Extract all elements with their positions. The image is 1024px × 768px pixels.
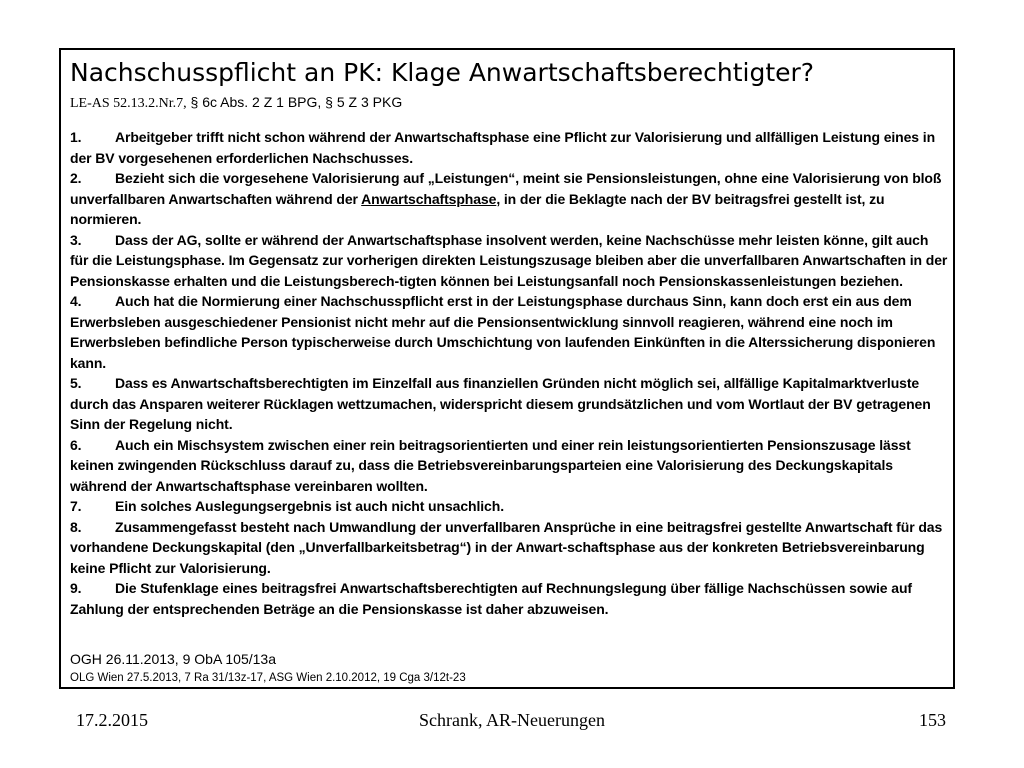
point-number: 3. <box>70 231 82 248</box>
point-8 <box>70 517 950 579</box>
point-text: Bezieht sich die vorgesehene Valorisierung auf „Leistungen“, meint sie Pensionsleistungen, ohne eine Valorisierung von bloß unverfallbaren Anwartschaften während der <box>70 170 942 207</box>
point-number: 4. <box>70 293 82 309</box>
footer-date: 17.2.2015 <box>76 710 148 730</box>
point-text: Auch hat die Normierung einer Nachschusspflicht erst in der Leistungsphase durchaus Sinn, kann doch erst ein aus dem Erwerbsleben ausgeschiedener Pensionist nicht mehr auf die Pensionsentwicklung sinnvoll reagieren, während eine noch im Erwerbsleben befindliche Person typischerweise durch Umschichtung von laufenden Einkünften in die Alterssicherung disponieren kann. <box>70 293 936 371</box>
footer-page-number: 153 <box>919 710 946 730</box>
point-3 <box>70 230 950 292</box>
point-text-underlined: Anwartschaftsphase <box>361 190 497 207</box>
point-6 <box>70 435 950 497</box>
point-text: Dass der AG, sollte er während der Anwartschaftsphase insolvent werden, keine Nachschüsse mehr leisten könne, gilt auch für die Leistungsphase. Im Gegensatz zur vorherigen direkten Leistungszusage bleiben aber die unverfallbaren Anwartschaften in der Pensionskasse erhalten und die Leistungsberech-tigten können bei Leistungsanfall noch Pensionskassenleistungen beziehen. <box>70 231 948 289</box>
subtitle-statutes: § 6c Abs. 2 Z 1 BPG, § 5 Z 3 PKG <box>186 94 403 110</box>
point-number: 5. <box>70 375 82 391</box>
point-number: 9. <box>70 580 82 596</box>
point-number: 1. <box>70 129 82 145</box>
point-number: 2. <box>70 170 82 186</box>
point-1 <box>70 127 950 168</box>
point-text: , in der die Beklagte nach der BV beitragsfrei gestellt ist, zu normieren. <box>70 190 885 227</box>
point-2 <box>70 168 950 230</box>
point-text: Die Stufenklage eines beitragsfrei Anwartschaftsberechtigten auf Rechnungslegung über fällige Nachschüssen sowie auf Zahlung der entsprechenden Beträge an die Pensionskasse ist daher abzuweisen. <box>70 580 912 617</box>
point-4 <box>70 291 950 373</box>
point-7 <box>70 496 950 517</box>
footer-author-title: Schrank, AR-Neuerungen <box>419 710 605 730</box>
point-number: 8. <box>70 518 82 535</box>
source-citation-lower-courts: OLG Wien 27.5.2013, 7 Ra 31/13z-17, ASG Wien 2.10.2012, 19 Cga 3/12t-23 <box>70 672 466 684</box>
source-citation: OGH 26.11.2013, 9 ObA 105/13a <box>70 651 277 667</box>
point-text: Zusammengefasst besteht nach Umwandlung der unverfallbaren Ansprüche in eine beitragsfrei gestellte Anwartschaft für das vorhandene Deckungskapital (den „Unverfallbarkeitsbetrag“) in der Anwart-schaftsphase aus der konkreten Betriebsvereinbarung keine Pflicht zur Valorisierung. <box>70 518 943 576</box>
point-list <box>70 127 950 619</box>
point-9 <box>70 578 950 619</box>
point-number: 6. <box>70 436 82 453</box>
point-text: Arbeitgeber trifft nicht schon während der Anwartschaftsphase eine Pflicht zur Valorisierung und allfälligen Leistung eines in der BV vorgesehenen erforderlichen Nachschusses. <box>70 129 936 166</box>
point-number: 7. <box>70 498 82 514</box>
point-text: Ein solches Auslegungsergebnis ist auch nicht unsachlich. <box>115 498 504 514</box>
slide-subtitle <box>70 94 950 112</box>
point-text: Dass es Anwartschaftsberechtigten im Einzelfall aus finanziellen Gründen nicht möglich sei, allfällige Kapitalmarktverluste durch das Ansparen weiterer Rücklagen wettzumachen, widerspricht diesem grundsätzlichen und vom Wortlaut der BV getragenen Sinn der Regelung nicht. <box>70 375 931 432</box>
slide-title: Nachschusspflicht an PK: Klage Anwartschaftsberechtigter? <box>70 58 815 87</box>
subtitle-reference: LE-AS 52.13.2.Nr.7, <box>70 96 187 111</box>
point-text: Auch ein Mischsystem zwischen einer rein beitragsorientierten und einer rein leistungsorientierten Pensionszusage lässt keinen zwingenden Rückschluss darauf zu, dass die Betriebsvereinbarungsparteien eine Valorisierung des Deckungskapitals während der Anwartschaftsphase vereinbaren wollten. <box>70 436 911 494</box>
point-5 <box>70 373 950 435</box>
